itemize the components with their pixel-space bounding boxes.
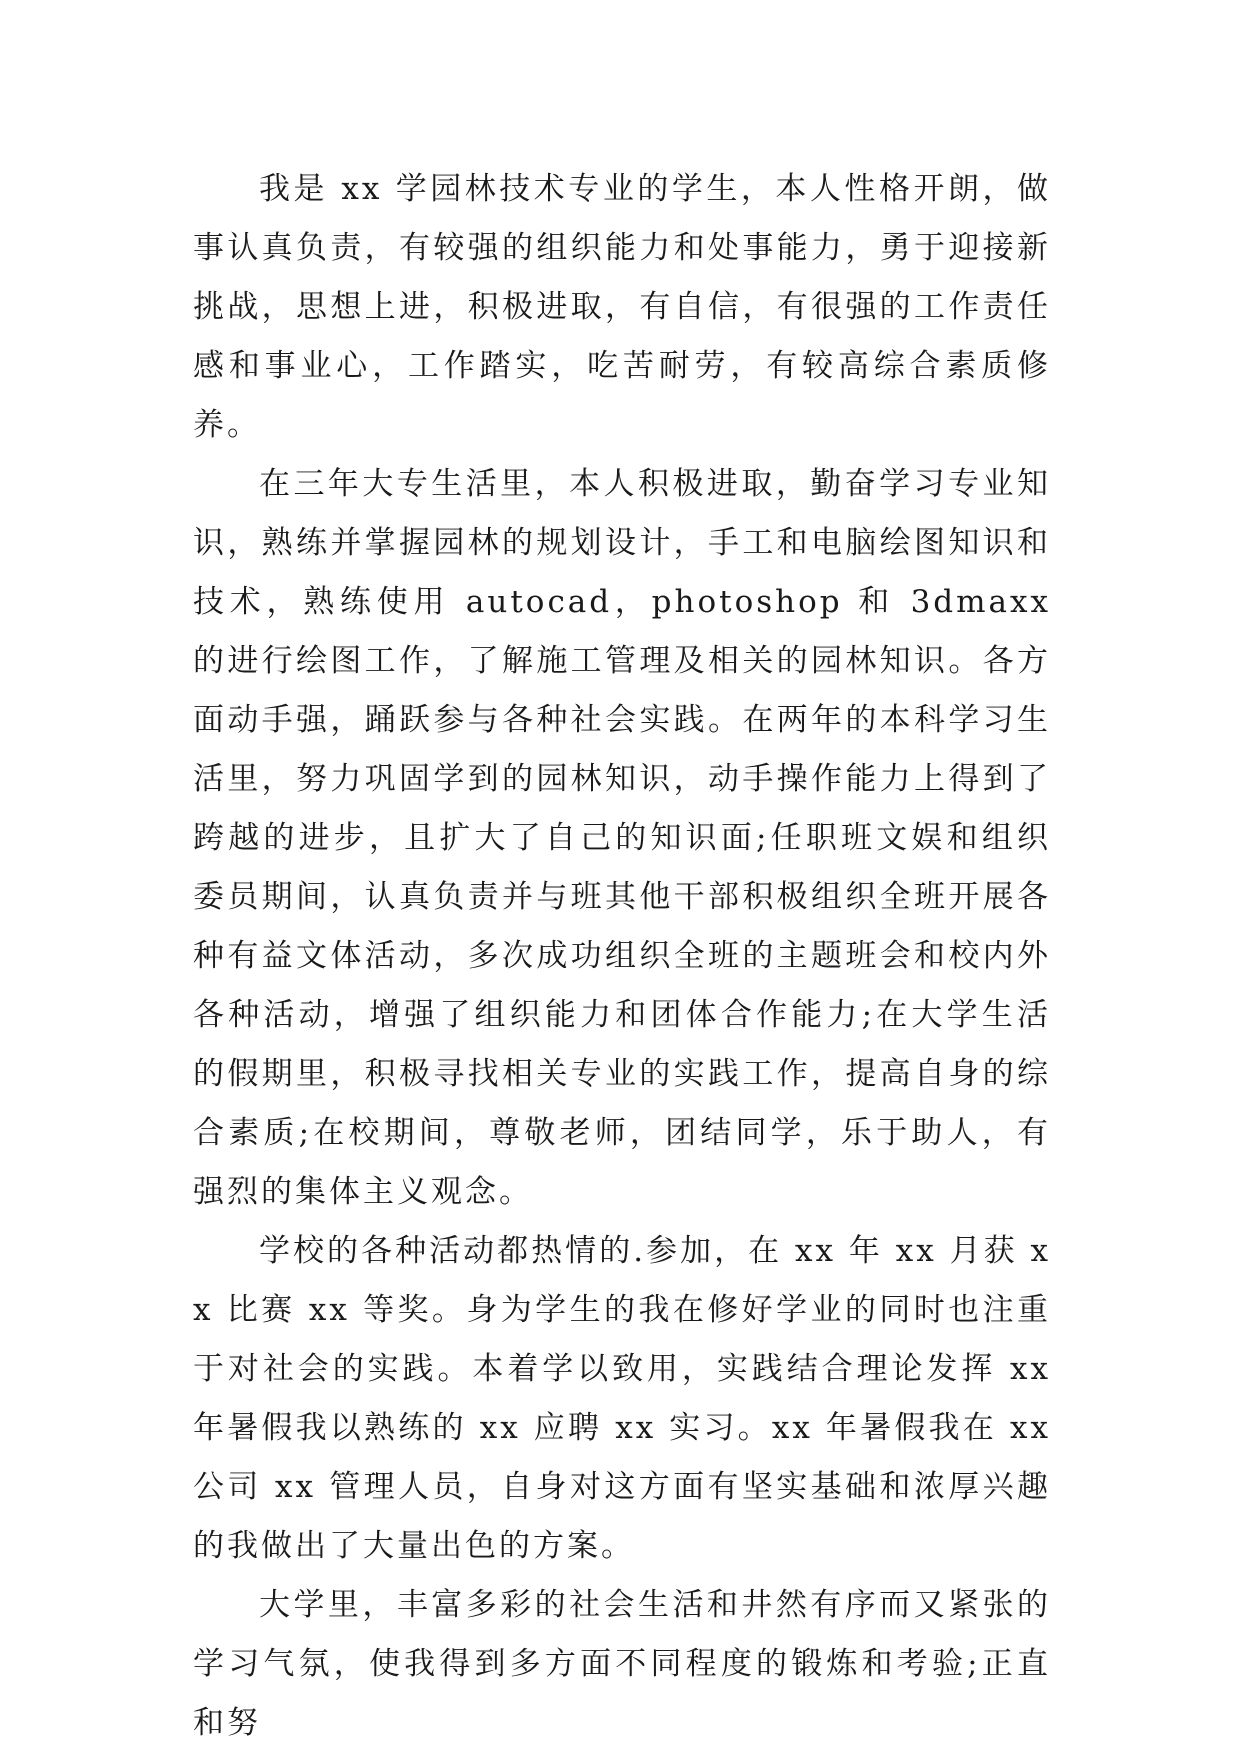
paragraph-self-introduction: 我是 xx 学园林技术专业的学生，本人性格开朗，做事认真负责，有较强的组织能力和处事能力，勇于迎接新挑战，思想上进，积极进取，有自信，有很强的工作责任感和事业心，工作踏实，吃苦耐劳，有较高综合素质修养。: [193, 171, 1051, 443]
paragraph-university-experience: 大学里，丰富多彩的社会生活和井然有序而又紧张的学习气氛，使我得到多方面不同程度的锻炼和考验;正直和努: [193, 1587, 1051, 1741]
paragraph-college-life: 在三年大专生活里，本人积极进取，勤奋学习专业知识，熟练并掌握园林的规划设计，手工和电脑绘图知识和技术，熟练使用 autocad，photoshop 和 3dmaxx 的进行绘图工作，了解施工管理及相关的园林知识。各方面动手强，踊跃参与各种社会实践。在两年的本科学习生活里，努力巩固学到的园林知识，动手操作能力上得到了跨越的进步，且扩大了自己的知识面;任职班文娱和组织委员期间，认真负责并与班其他干部积极组织全班开展各种有益文体活动，多次成功组织全班的主题班会和校内外各种活动，增强了组织能力和团体合作能力;在大学生活的假期里，积极寻找相关专业的实践工作，提高自身的综合素质;在校期间，尊敬老师，团结同学，乐于助人，有强烈的集体主义观念。: [193, 466, 1051, 1210]
document-body: [193, 160, 1051, 1753]
paragraph-activities-practice: 学校的各种活动都热情的.参加，在 xx 年 xx 月获 xx 比赛 xx 等奖。身为学生的我在修好学业的同时也注重于对社会的实践。本着学以致用，实践结合理论发挥 xx 年暑假我以熟练的 xx 应聘 xx 实习。xx 年暑假我在 xx 公司 xx 管理人员，自身对这方面有坚实基础和浓厚兴趣的我做出了大量出色的方案。: [193, 1233, 1051, 1564]
